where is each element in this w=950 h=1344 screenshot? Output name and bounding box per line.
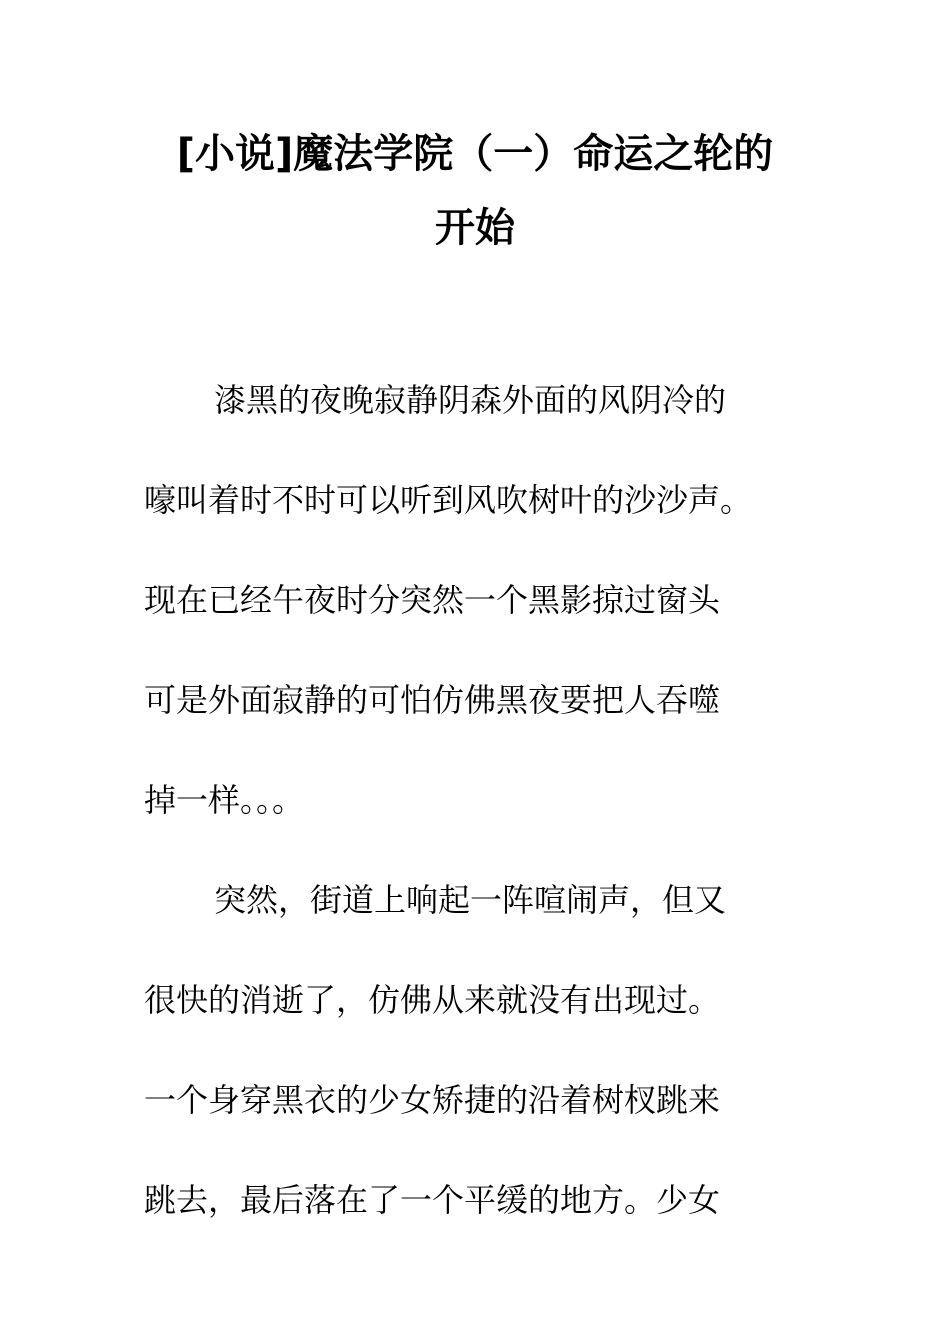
page-title-line-2: 开始: [435, 205, 515, 251]
body-text-line: 一个身穿黑衣的少女矫捷的沿着树杈跳来: [144, 1081, 721, 1119]
page-title-line-1: [小说]魔法学院（一）命运之轮的: [176, 131, 774, 177]
body-text-line: 漆黑的夜晚寂静阴森外面的风阴冷的: [214, 381, 727, 419]
body-text-line: 嚎叫着时不时可以听到风吹树叶的沙沙声。: [144, 481, 753, 519]
body-text-line: 跳去，最后落在了一个平缓的地方。少女: [144, 1181, 721, 1219]
body-text-line: 现在已经午夜时分突然一个黑影掠过窗头: [144, 581, 721, 619]
body-text-line: 突然，街道上响起一阵喧闹声，但又: [214, 881, 727, 919]
body-text-line: 很快的消逝了，仿佛从来就没有出现过。: [144, 981, 721, 1019]
body-text-line: 可是外面寂静的可怕仿佛黑夜要把人吞噬: [144, 681, 721, 719]
body-text-line: 掉一样。。。: [144, 781, 305, 819]
